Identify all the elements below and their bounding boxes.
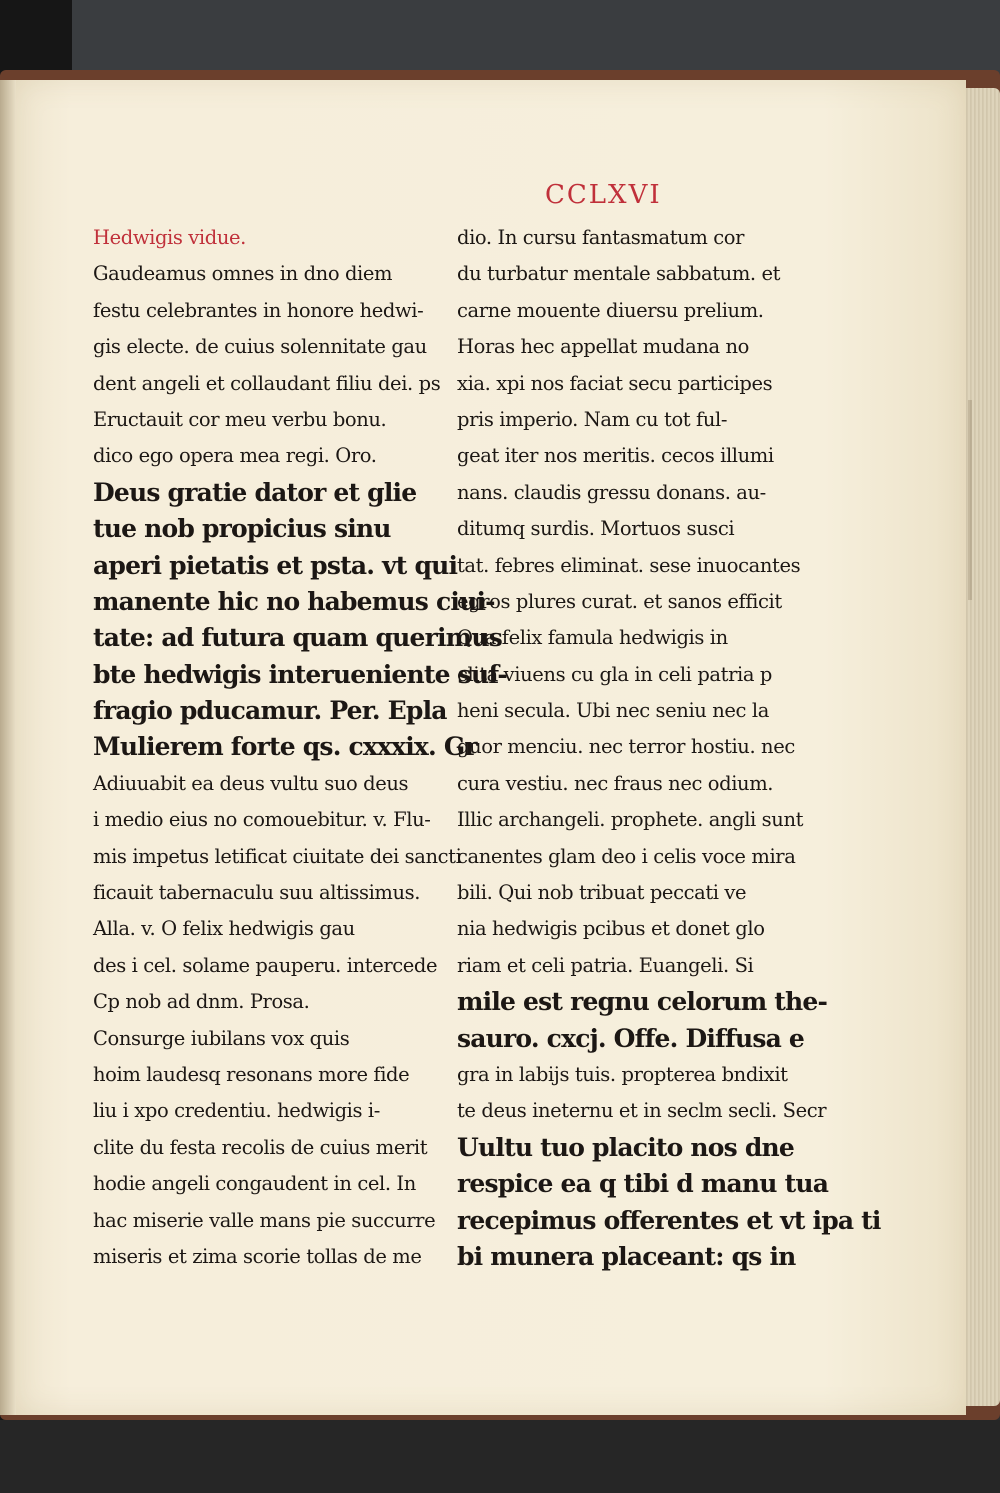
- text-line: geat iter nos meritis. cecos illumi: [457, 444, 774, 468]
- text-line: Adiuuabit ea deus vultu suo deus: [93, 771, 409, 795]
- text-line: Uultu tuo placito nos dne: [457, 1132, 795, 1162]
- page-crease: [968, 400, 972, 600]
- text-line: recepimus offerentes et vt ipa ti: [457, 1205, 881, 1235]
- text-line: Hedwigis vidue.: [93, 226, 246, 249]
- text-line: Consurge iubilans vox quis: [93, 1026, 350, 1050]
- text-line: nia hedwigis pcibus et donet glo: [457, 917, 765, 941]
- text-line: cura vestiu. nec fraus nec odium.: [457, 771, 774, 795]
- text-line: hoim laudesq resonans more fide: [93, 1062, 410, 1086]
- text-line: Deus gratie dator et glie: [93, 477, 417, 507]
- text-line: bte hedwigis interueniente suf-: [93, 659, 507, 689]
- text-line: nans. claudis gressu donans. au-: [457, 480, 766, 504]
- text-line: mile est regnu celorum the-: [457, 987, 828, 1017]
- text-line: clite du festa recolis de cuius merit: [93, 1135, 428, 1159]
- text-line: carne mouente diuersu prelium.: [457, 298, 764, 322]
- text-line: Horas hec appellat mudana no: [457, 335, 750, 359]
- text-line: canentes glam deo i celis voce mira: [457, 844, 796, 868]
- text-line: Eructauit cor meu verbu bonu.: [93, 407, 387, 431]
- book-gutter: [0, 80, 16, 1415]
- text-line: gis electe. de cuius solennitate gau: [93, 335, 427, 359]
- text-line: dent angeli et collaudant filiu dei. ps: [93, 371, 441, 395]
- background-top: [72, 0, 1000, 80]
- text-line: i medio eius no comouebitur. v. Flu-: [93, 808, 431, 832]
- text-line: egros plures curat. et sanos efficit: [457, 589, 782, 613]
- text-line: tat. febres eliminat. sese inuocantes: [457, 553, 801, 577]
- text-line: bi munera placeant: qs in: [457, 1241, 796, 1271]
- left-column: [93, 220, 507, 1275]
- text-line: xia. xpi nos faciat secu participes: [457, 371, 773, 395]
- text-line: ditumq surdis. Mortuos susci: [457, 517, 735, 541]
- text-line: fragio pducamur. Per. Epla: [93, 696, 447, 726]
- text-line: riam et celi patria. Euangeli. Si: [457, 953, 754, 977]
- text-line: bili. Qui nob tribuat peccati ve: [457, 881, 747, 905]
- text-line: liu i xpo credentiu. hedwigis i-: [93, 1099, 380, 1123]
- text-line: clita viuens cu gla in celi patria p: [457, 662, 772, 686]
- background-bottom: [0, 1420, 1000, 1493]
- text-line: Mulierem forte qs. cxxxix. Gr: [93, 732, 477, 762]
- text-line: hac miserie valle mans pie succurre: [93, 1208, 436, 1232]
- text-line: Cp nob ad dnm. Prosa.: [93, 990, 310, 1014]
- text-line: Alla. v. O felix hedwigis gau: [93, 917, 355, 941]
- text-line: gra in labijs tuis. propterea bndixit: [457, 1062, 788, 1086]
- text-line: hodie angeli congaudent in cel. In: [93, 1172, 416, 1196]
- text-line: heni secula. Ubi nec seniu nec la: [457, 699, 769, 723]
- folio-number: CCLXVI: [545, 180, 662, 210]
- text-line: Qua felix famula hedwigis in: [457, 626, 728, 650]
- text-line: ficauit tabernaculu suu altissimus.: [93, 881, 421, 905]
- text-line: des i cel. solame pauperu. intercede: [93, 953, 438, 977]
- text-line: festu celebrantes in honore hedwi-: [93, 298, 424, 322]
- text-line: pris imperio. Nam cu tot ful-: [457, 407, 728, 431]
- text-line: manente hic no habemus ciui-: [93, 586, 495, 616]
- text-line: miseris et zima scorie tollas de me: [93, 1244, 422, 1268]
- text-line: guor menciu. nec terror hostiu. nec: [457, 735, 795, 759]
- text-line: tate: ad futura quam querimus: [93, 623, 502, 653]
- text-line: dico ego opera mea regi. Oro.: [93, 444, 377, 468]
- text-line: respice ea q tibi d manu tua: [457, 1169, 829, 1199]
- text-line: te deus ineternu et in seclm secli. Secr: [457, 1099, 827, 1123]
- text-line: tue nob propicius sinu: [93, 514, 391, 544]
- text-line: dio. In cursu fantasmatum cor: [457, 226, 744, 249]
- text-line: mis impetus letificat ciuitate dei sancti: [93, 844, 462, 868]
- text-line: aperi pietatis et psta. vt qui: [93, 550, 458, 580]
- right-column: [457, 220, 881, 1275]
- text-line: sauro. cxcj. Offe. Diffusa e: [457, 1023, 805, 1053]
- text-line: du turbatur mentale sabbatum. et: [457, 262, 781, 286]
- text-line: Illic archangeli. prophete. angli sunt: [457, 808, 804, 832]
- page-edges: [960, 88, 1000, 1406]
- text-line: Gaudeamus omnes in dno diem: [93, 262, 393, 286]
